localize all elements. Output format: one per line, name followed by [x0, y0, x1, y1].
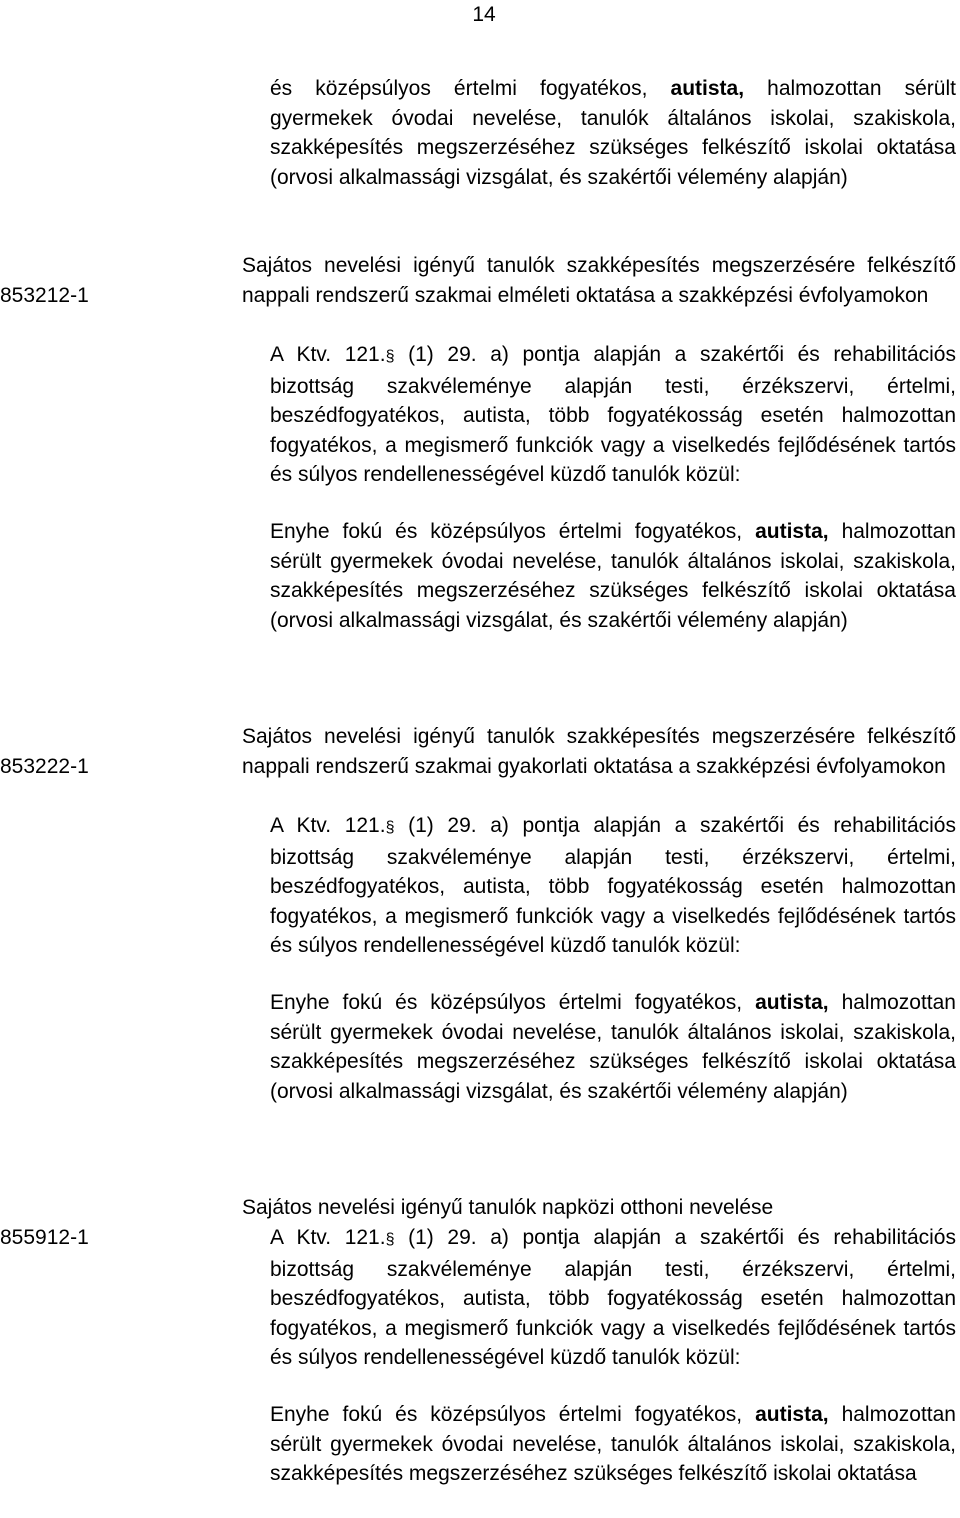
- entry-code: 853222-1: [0, 755, 89, 778]
- entry-detail: [270, 988, 956, 1106]
- law-reference: A Ktv. 121.: [270, 814, 386, 837]
- detail-text: Enyhe fokú és középsúlyos értelmi fogyatékos,: [270, 520, 756, 543]
- detail-bold-text: autista,: [755, 991, 829, 1014]
- intro-text: és középsúlyos értelmi fogyatékos,: [270, 77, 671, 100]
- law-text: (1) 29. a) pontja alapján a szakértői és rehabilitációs bizottság szakvéleménye alapján testi, érzékszervi, értelmi, beszédfogyatékos, autista, több fogyatékosság esetén halmozottan fogyatékos, a megismerő funkciók vagy a viselkedés fejlődésének tartós és súlyos rendellenességével küzdő tanulók közül:: [270, 814, 956, 958]
- detail-text-rest: halmozottan sérült gyermekek óvodai nevelése, tanulók általános iskolai, szakiskola, szakképesítés megszerzéséhez szükséges felkészítő iskolai oktatása (orvosi alkalmassági vizsgálat, és szakértői vélemény alapján): [270, 520, 956, 632]
- law-reference: A Ktv. 121.: [270, 1226, 386, 1249]
- entry-legal-text: [270, 1223, 956, 1373]
- intro-paragraph: [270, 74, 956, 192]
- law-text: (1) 29. a) pontja alapján a szakértői és rehabilitációs bizottság szakvéleménye alapján testi, érzékszervi, értelmi, beszédfogyatékos, autista, több fogyatékosság esetén halmozottan fogyatékos, a megismerő funkciók vagy a viselkedés fejlődésének tartós és súlyos rendellenességével küzdő tanulók közül:: [270, 1226, 956, 1370]
- section-symbol: §: [385, 1231, 395, 1248]
- entry-code: 853212-1: [0, 284, 89, 307]
- intro-bold-text: autista,: [670, 77, 745, 100]
- entry-description: Sajátos nevelési igényű tanulók napközi otthoni nevelése: [242, 1196, 774, 1219]
- entry-description: Sajátos nevelési igényű tanulók szakképesítés megszerzésére felkészítő nappali rendszerű szakmai elméleti oktatása a szakképzési évfolyamokon: [242, 254, 956, 307]
- detail-text-rest: halmozottan sérült gyermekek óvodai nevelése, tanulók általános iskolai, szakiskola, szakképesítés megszerzéséhez szükséges felkészítő iskolai oktatása: [270, 1403, 956, 1486]
- detail-text: Enyhe fokú és középsúlyos értelmi fogyatékos,: [270, 991, 756, 1014]
- section-symbol: §: [385, 819, 395, 836]
- intro-text-rest: halmozottan sérült gyermekek óvodai nevelése, tanulók általános iskolai, szakiskola, szakképesítés megszerzéséhez szükséges felkészítő iskolai oktatása (orvosi alkalmassági vizsgálat, és szakértői vélemény alapján): [270, 77, 956, 189]
- entry-code: 855912-1: [0, 1226, 89, 1249]
- detail-bold-text: autista,: [755, 1403, 829, 1426]
- detail-text: Enyhe fokú és középsúlyos értelmi fogyatékos,: [270, 1403, 756, 1426]
- entry-legal-text: [270, 340, 956, 490]
- entry-detail: [270, 517, 956, 635]
- page-number: 14: [472, 3, 496, 26]
- entry-detail: [270, 1400, 956, 1489]
- entry-legal-text: [270, 811, 956, 961]
- entry-description: Sajátos nevelési igényű tanulók szakképesítés megszerzésére felkészítő nappali rendszerű szakmai gyakorlati oktatása a szakképzési évfolyamokon: [242, 725, 956, 778]
- law-reference: A Ktv. 121.: [270, 343, 386, 366]
- detail-text-rest: halmozottan sérült gyermekek óvodai nevelése, tanulók általános iskolai, szakiskola, szakképesítés megszerzéséhez szükséges felkészítő iskolai oktatása (orvosi alkalmassági vizsgálat, és szakértői vélemény alapján): [270, 991, 956, 1103]
- section-symbol: §: [385, 348, 395, 365]
- law-text: (1) 29. a) pontja alapján a szakértői és rehabilitációs bizottság szakvéleménye alapján testi, érzékszervi, értelmi, beszédfogyatékos, autista, több fogyatékosság esetén halmozottan fogyatékos, a megismerő funkciók vagy a viselkedés fejlődésének tartós és súlyos rendellenességével küzdő tanulók közül:: [270, 343, 956, 487]
- detail-bold-text: autista,: [755, 520, 829, 543]
